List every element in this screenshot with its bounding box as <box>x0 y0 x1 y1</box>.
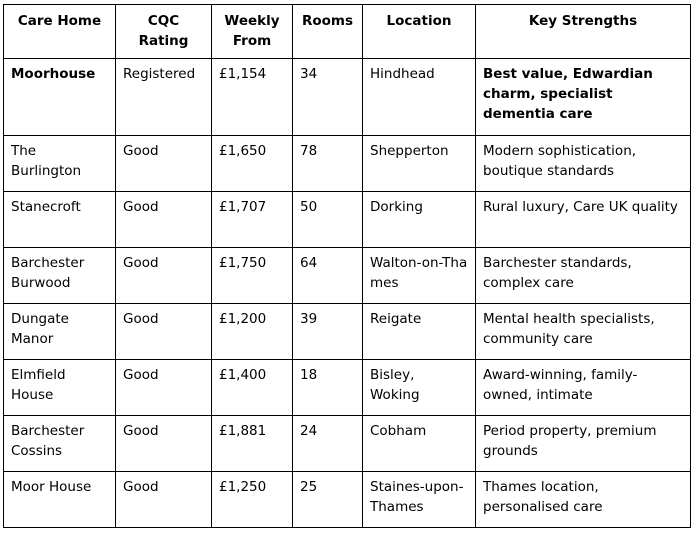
cell-weekly-from: £1,250 <box>212 472 293 528</box>
cell-weekly-from: £1,200 <box>212 304 293 360</box>
cell-rooms: 34 <box>293 59 363 136</box>
cell-care-home: Dungate Manor <box>4 304 116 360</box>
cell-cqc-rating: Good <box>116 304 212 360</box>
header-row <box>4 5 691 59</box>
cell-weekly-from: £1,707 <box>212 192 293 248</box>
header-cqc-rating: CQC Rating <box>116 5 212 59</box>
table-row <box>4 59 691 136</box>
care-home-comparison-table <box>3 4 691 528</box>
cell-cqc-rating: Good <box>116 360 212 416</box>
cell-care-home: Stanecroft <box>4 192 116 248</box>
cell-weekly-from: £1,154 <box>212 59 293 136</box>
cell-rooms: 39 <box>293 304 363 360</box>
cell-location: Hindhead <box>363 59 476 136</box>
table-row <box>4 192 691 248</box>
cell-rooms: 25 <box>293 472 363 528</box>
cell-rooms: 50 <box>293 192 363 248</box>
cell-cqc-rating: Good <box>116 416 212 472</box>
cell-weekly-from: £1,650 <box>212 136 293 192</box>
cell-location: Walton-on-Thames <box>363 248 476 304</box>
table-row <box>4 136 691 192</box>
table-row <box>4 360 691 416</box>
cell-location: Staines-upon-Thames <box>363 472 476 528</box>
cell-location: Dorking <box>363 192 476 248</box>
cell-cqc-rating: Good <box>116 192 212 248</box>
cell-key-strengths: Best value, Edwardian charm, specialist dementia care <box>476 59 691 136</box>
table-row <box>4 248 691 304</box>
cell-weekly-from: £1,881 <box>212 416 293 472</box>
cell-cqc-rating: Good <box>116 248 212 304</box>
cell-care-home: Moor House <box>4 472 116 528</box>
header-care-home: Care Home <box>4 5 116 59</box>
cell-key-strengths: Thames location, personalised care <box>476 472 691 528</box>
cell-care-home: Barchester Cossins <box>4 416 116 472</box>
header-rooms: Rooms <box>293 5 363 59</box>
cell-cqc-rating: Good <box>116 472 212 528</box>
cell-key-strengths: Barchester standards, complex care <box>476 248 691 304</box>
cell-weekly-from: £1,750 <box>212 248 293 304</box>
cell-cqc-rating: Good <box>116 136 212 192</box>
cell-care-home: The Burlington <box>4 136 116 192</box>
cell-rooms: 18 <box>293 360 363 416</box>
cell-key-strengths: Award-winning, family-owned, intimate <box>476 360 691 416</box>
cell-key-strengths: Rural luxury, Care UK quality <box>476 192 691 248</box>
cell-location: Bisley, Woking <box>363 360 476 416</box>
cell-rooms: 78 <box>293 136 363 192</box>
cell-cqc-rating: Registered <box>116 59 212 136</box>
table-row <box>4 416 691 472</box>
cell-rooms: 64 <box>293 248 363 304</box>
header-weekly-from: Weekly From <box>212 5 293 59</box>
header-location: Location <box>363 5 476 59</box>
cell-key-strengths: Period property, premium grounds <box>476 416 691 472</box>
table-row <box>4 472 691 528</box>
cell-key-strengths: Mental health specialists, community care <box>476 304 691 360</box>
table-row <box>4 304 691 360</box>
cell-location: Reigate <box>363 304 476 360</box>
header-key-strengths: Key Strengths <box>476 5 691 59</box>
cell-key-strengths: Modern sophistication, boutique standards <box>476 136 691 192</box>
cell-care-home: Moorhouse <box>4 59 116 136</box>
cell-weekly-from: £1,400 <box>212 360 293 416</box>
cell-rooms: 24 <box>293 416 363 472</box>
cell-care-home: Elmfield House <box>4 360 116 416</box>
cell-location: Cobham <box>363 416 476 472</box>
cell-location: Shepperton <box>363 136 476 192</box>
cell-care-home: Barchester Burwood <box>4 248 116 304</box>
